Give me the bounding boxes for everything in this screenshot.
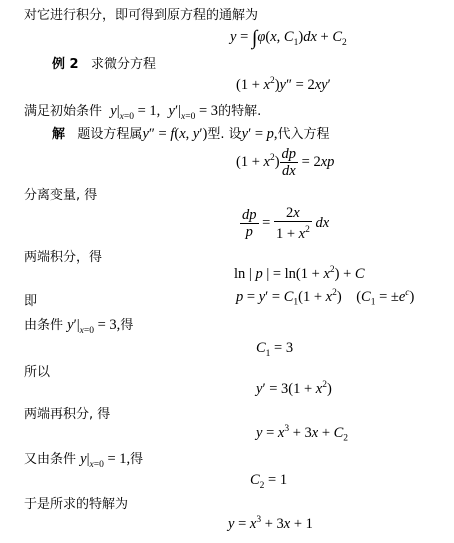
solution-text-1: 题设方程属: [77, 127, 143, 142]
example-label: 例 2: [52, 57, 79, 72]
formula-general-solution: y = ∫φ(x, $C_1)dx + C_2$: [230, 27, 347, 49]
formula-ode: $(1 + x^2)y'' = 2xy'$: [236, 76, 331, 93]
therefore-text: 所以: [24, 365, 51, 380]
particular-solution-suffix: 的特解.: [218, 104, 262, 119]
integrate-again-line: [24, 403, 110, 422]
initial-conditions-line: [24, 100, 261, 122]
formula-substituted: $(1 + x^2)$ $\frac{dp}{dx}$ = 2xp: [236, 146, 335, 179]
solution-text-3: 代入方程: [277, 127, 330, 142]
integrate-again-text: 两端再积分, 得: [24, 407, 111, 422]
condition-text-1: 由条件: [24, 318, 64, 333]
equation-type: y″ = f(x, y′): [142, 126, 208, 142]
formula-p: $p = y' = C_1(1 + x^2)$ $(C_1 = \pm e^c)$: [236, 288, 415, 308]
ie-text: 即: [24, 294, 38, 309]
formula-separated: $\frac{dp}{p}$ = $\frac{2x}{1 + x^2}$ dx: [242, 205, 330, 242]
example-statement: 求微分方程: [90, 57, 156, 72]
formula-c1: $C_1 = 3$: [256, 340, 294, 359]
final-line: [24, 493, 128, 512]
formula-y-c2: $y = x^3 + 3x + C_2$: [256, 424, 349, 444]
final-text: 于是所求的特解为: [24, 497, 129, 512]
initial-conditions-label: 满足初始条件: [24, 104, 103, 119]
separate-variables-line: [24, 184, 97, 203]
text-line-1: [24, 4, 258, 23]
formula-final: $y = x^3 + 3x + 1$: [228, 515, 313, 532]
condition-y0: $y|_{x=0} = 1$,: [110, 103, 161, 122]
condition-y: $y|_{x=0} = 1$,: [80, 451, 131, 470]
substitution: y′ = p,: [241, 126, 278, 142]
therefore-line: [24, 361, 50, 380]
formula-c2: $C_2 = 1$: [250, 472, 288, 491]
solution-line: [52, 123, 330, 143]
solution-text-2: 型. 设: [207, 127, 242, 142]
text-general-solution-intro: 对它进行积分，即可得到原方程的通解为: [24, 8, 259, 23]
integrate-line: [24, 246, 102, 265]
ie-line: [24, 290, 37, 309]
formula-log: ln | p | = $\ln(1 + x^2) + C$: [234, 265, 365, 282]
solution-label: 解: [52, 127, 66, 142]
condition-line-1: [24, 314, 133, 336]
separate-variables-text: 分离变量, 得: [24, 188, 98, 203]
condition-get-1: 得: [120, 318, 134, 333]
formula-yprime: $y' = 3(1 + x^2)$: [256, 380, 332, 397]
condition-yprime0: $y'|_{x=0} = 3$: [168, 103, 219, 122]
example-2-line: [52, 53, 156, 72]
condition-text-2: 又由条件: [24, 452, 77, 467]
condition-line-2: [24, 448, 143, 470]
condition-yprime: $y'|_{x=0} = 3$,: [67, 317, 121, 336]
integrate-text: 两端积分，得: [24, 250, 103, 265]
condition-get-2: 得: [130, 452, 144, 467]
